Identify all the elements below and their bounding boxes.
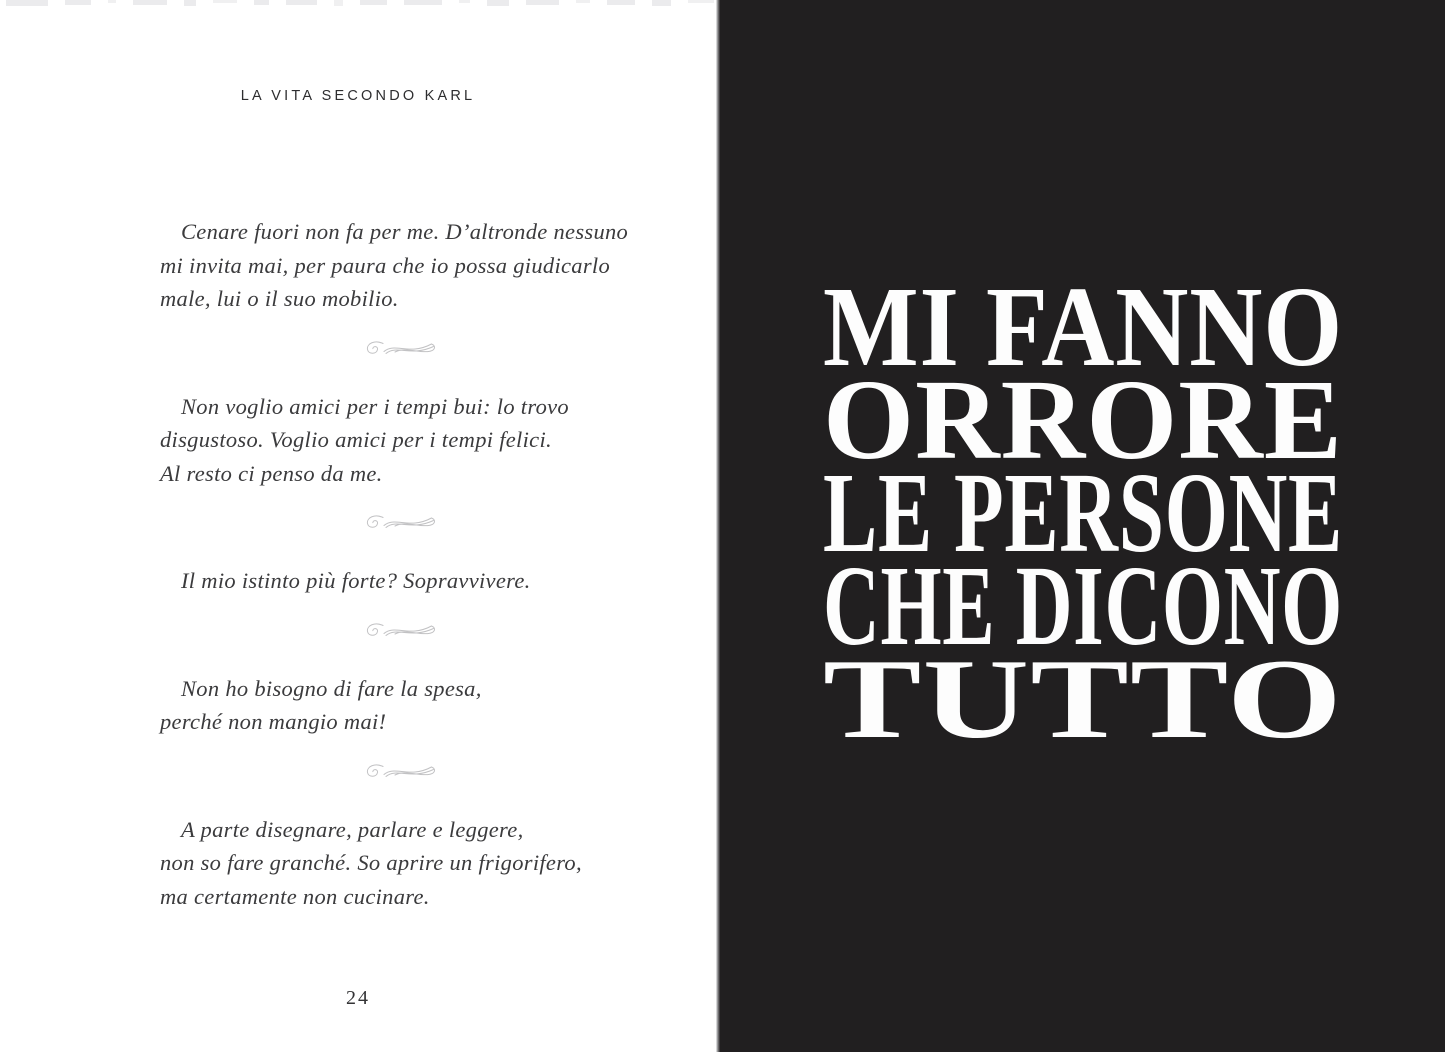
left-book-page: [0, 0, 716, 1052]
body-text-column: [160, 215, 640, 913]
body-paragraph: [160, 813, 640, 914]
paragraph-line: perché non mangio mai!: [160, 709, 387, 734]
swirl-flourish-icon: [362, 619, 438, 641]
body-paragraph: [160, 564, 640, 598]
quote-line: CHE DICONO: [822, 541, 1343, 669]
swirl-flourish-ornament: [160, 619, 640, 641]
swirl-flourish-ornament: [160, 337, 640, 359]
swirl-flourish-icon: [362, 511, 438, 533]
cropped-text-artifact: [6, 0, 714, 7]
paragraph-line: Cenare fuori non fa per me. D’altronde nessuno: [181, 219, 629, 244]
swirl-flourish-ornament: [160, 511, 640, 533]
swirl-flourish-icon: [362, 337, 438, 359]
paragraph-line: Al resto ci penso da me.: [160, 460, 383, 486]
quote-line: MI FANNO: [822, 262, 1343, 390]
paragraph-line: Non ho bisogno di fare la spesa,: [181, 675, 482, 701]
quote-line: ORRORE: [822, 355, 1343, 483]
quote-line: LE PERSONE: [822, 448, 1343, 576]
paragraph-line: male, lui o il suo mobilio.: [160, 286, 399, 311]
body-paragraph: [160, 390, 640, 491]
quote-block: [822, 262, 1343, 762]
paragraph-line: A parte disegnare, parlare e leggere,: [181, 816, 524, 842]
right-book-page: [720, 0, 1445, 1052]
paragraph-line: disgustoso. Voglio amici per i tempi felici.: [160, 427, 552, 452]
swirl-flourish-icon: [362, 760, 438, 782]
quote-line: TUTTO: [822, 634, 1343, 762]
swirl-flourish-ornament: [160, 760, 640, 782]
running-header: LA VITA SECONDO KARL: [240, 88, 476, 104]
paragraph-line: ma certamente non cucinare.: [160, 883, 430, 909]
body-paragraph: [160, 672, 640, 739]
paragraph-line: Non voglio amici per i tempi bui: lo trovo: [181, 393, 569, 419]
paragraph-line: mi invita mai, per paura che io possa giudicarlo: [160, 252, 610, 278]
body-paragraph: [160, 215, 640, 316]
paragraph-line: Il mio istinto più forte? Sopravvivere.: [181, 568, 531, 593]
page-number: 24: [346, 987, 370, 1009]
paragraph-line: non so fare granché. So aprire un frigorifero,: [160, 850, 582, 875]
